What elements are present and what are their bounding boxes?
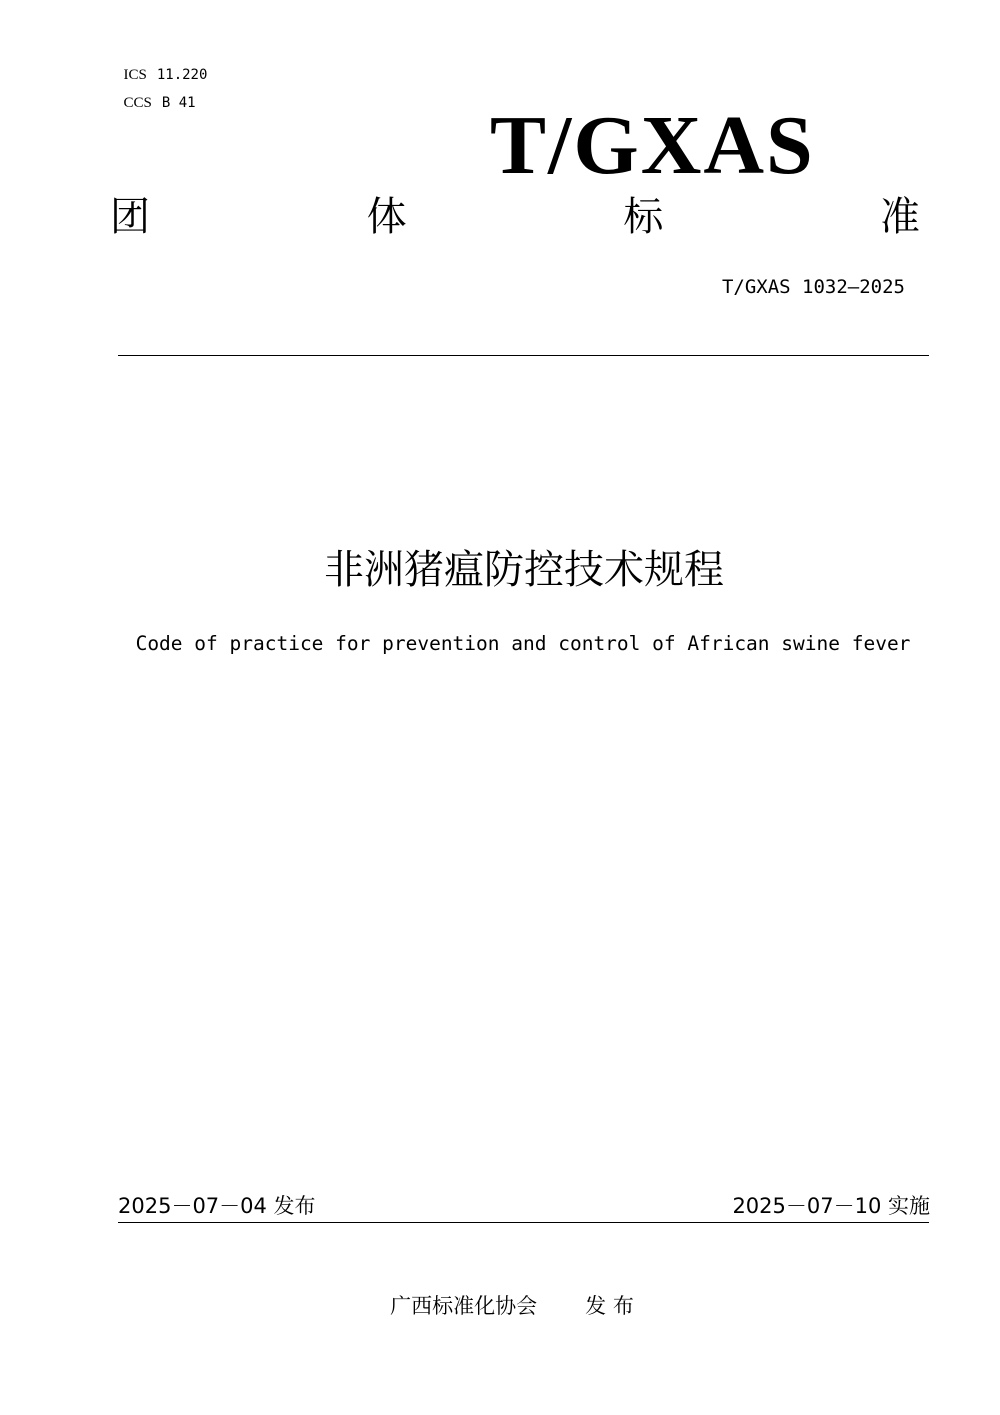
implement-date: 2025－07－10 实施 bbox=[732, 1194, 930, 1218]
title-english: Code of practice for prevention and control of African swine fever bbox=[135, 632, 911, 655]
bottom-divider bbox=[118, 1222, 929, 1223]
publisher-name: 广西标准化协会 bbox=[390, 1294, 538, 1318]
standard-code-logo: T/GXAS bbox=[490, 99, 815, 192]
ccs-label: CCS bbox=[123, 95, 152, 111]
publisher-action: 发 布 bbox=[585, 1294, 634, 1318]
publisher-line bbox=[0, 1290, 1000, 1322]
ics-code: 11.220 bbox=[156, 67, 208, 83]
heading-char: 标 bbox=[623, 194, 664, 240]
title-chinese: 非洲猪瘟防控技术规程 bbox=[324, 547, 724, 593]
heading-char: 准 bbox=[879, 194, 920, 240]
ccs-line bbox=[116, 76, 196, 112]
top-divider bbox=[118, 355, 929, 356]
publish-date: 2025－07－04 发布 bbox=[118, 1194, 316, 1218]
heading-char: 体 bbox=[366, 194, 407, 240]
group-standard-heading bbox=[110, 192, 920, 242]
heading-char: 团 bbox=[110, 194, 150, 240]
ccs-code: B 41 bbox=[161, 95, 196, 111]
standard-number: T/GXAS 1032—2025 bbox=[721, 276, 905, 298]
ics-label: ICS bbox=[123, 67, 147, 83]
